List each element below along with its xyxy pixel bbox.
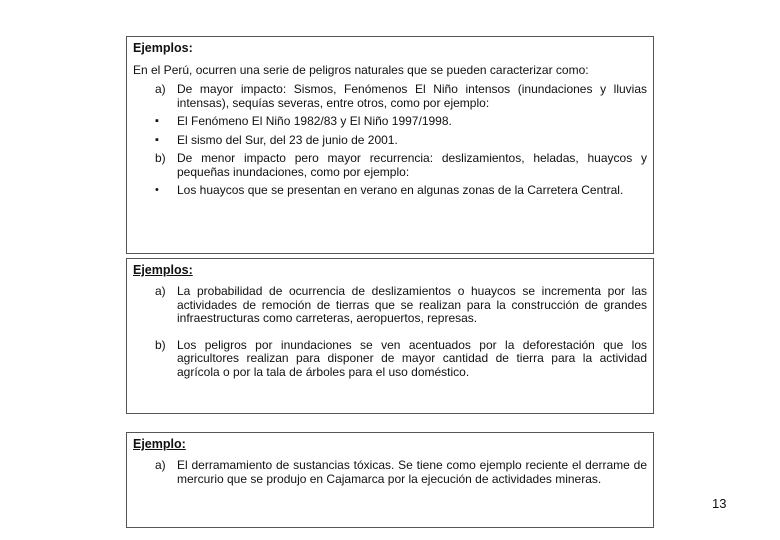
list-marker: b) [155,337,166,352]
page-number: 13 [712,496,727,511]
list-item-text: El sismo del Sur, del 23 de junio de 2001. [177,132,398,147]
box-title: Ejemplos: [133,41,193,55]
list-marker: a) [155,284,166,298]
list-item [133,134,647,148]
intro-paragraph: En el Perú, ocurren una serie de peligros naturales que se pueden caracterizar como: [133,63,589,77]
examples-box-natural-hazards [126,36,654,254]
box-title: Ejemplos: [133,263,193,277]
list-marker: a) [155,458,166,472]
square-bullet-icon: ▪ [155,133,159,146]
list-item-text: El Fenómeno El Niño 1982/83 y El Niño 1997/1998. [177,114,452,128]
list-item [133,115,647,129]
examples-box-human-induced [126,258,654,414]
list-item [133,184,647,198]
list-item-text: La probabilidad de ocurrencia de deslizamientos o huaycos se incrementa por las actividades de remoción de tierras que se realizan para la construcción de grandes infraestructuras como carreteras, aeropuertos, represas. [177,284,647,325]
list-marker: b) [155,151,166,165]
list-item [133,285,647,326]
list-item-text: De mayor impacto: Sismos, Fenómenos El Niño intensos (inundaciones y lluvias intensas), sequías severas, entre otros, como por ejemplo: [177,82,647,110]
list-item [133,83,647,110]
list-item-text: Los peligros por inundaciones se ven acentuados por la deforestación que los agricultores realizan para disponer de mayor cantidad de tierra para la actividad agrícola o por la tala de árboles para el uso doméstico. [177,337,647,379]
list-item [133,339,647,380]
round-bullet-icon: • [155,184,159,196]
list-item-text: Los huaycos que se presentan en verano en algunas zonas de la Carretera Central. [177,183,624,197]
square-bullet-icon: ▪ [155,115,159,127]
list-item-text: De menor impacto pero mayor recurrencia: deslizamientos, heladas, huaycos y pequeñas inundaciones, como por ejemplo: [177,151,647,179]
list-item [133,152,647,179]
box-title: Ejemplo: [133,437,186,451]
list-item [133,459,647,486]
list-marker: a) [155,82,166,96]
example-box-toxic-spill [126,432,654,528]
list-item-text: El derramamiento de sustancias tóxicas. Se tiene como ejemplo reciente el derrame de mercurio que se produjo en Cajamarca por la ejecución de actividades mineras. [177,458,647,486]
